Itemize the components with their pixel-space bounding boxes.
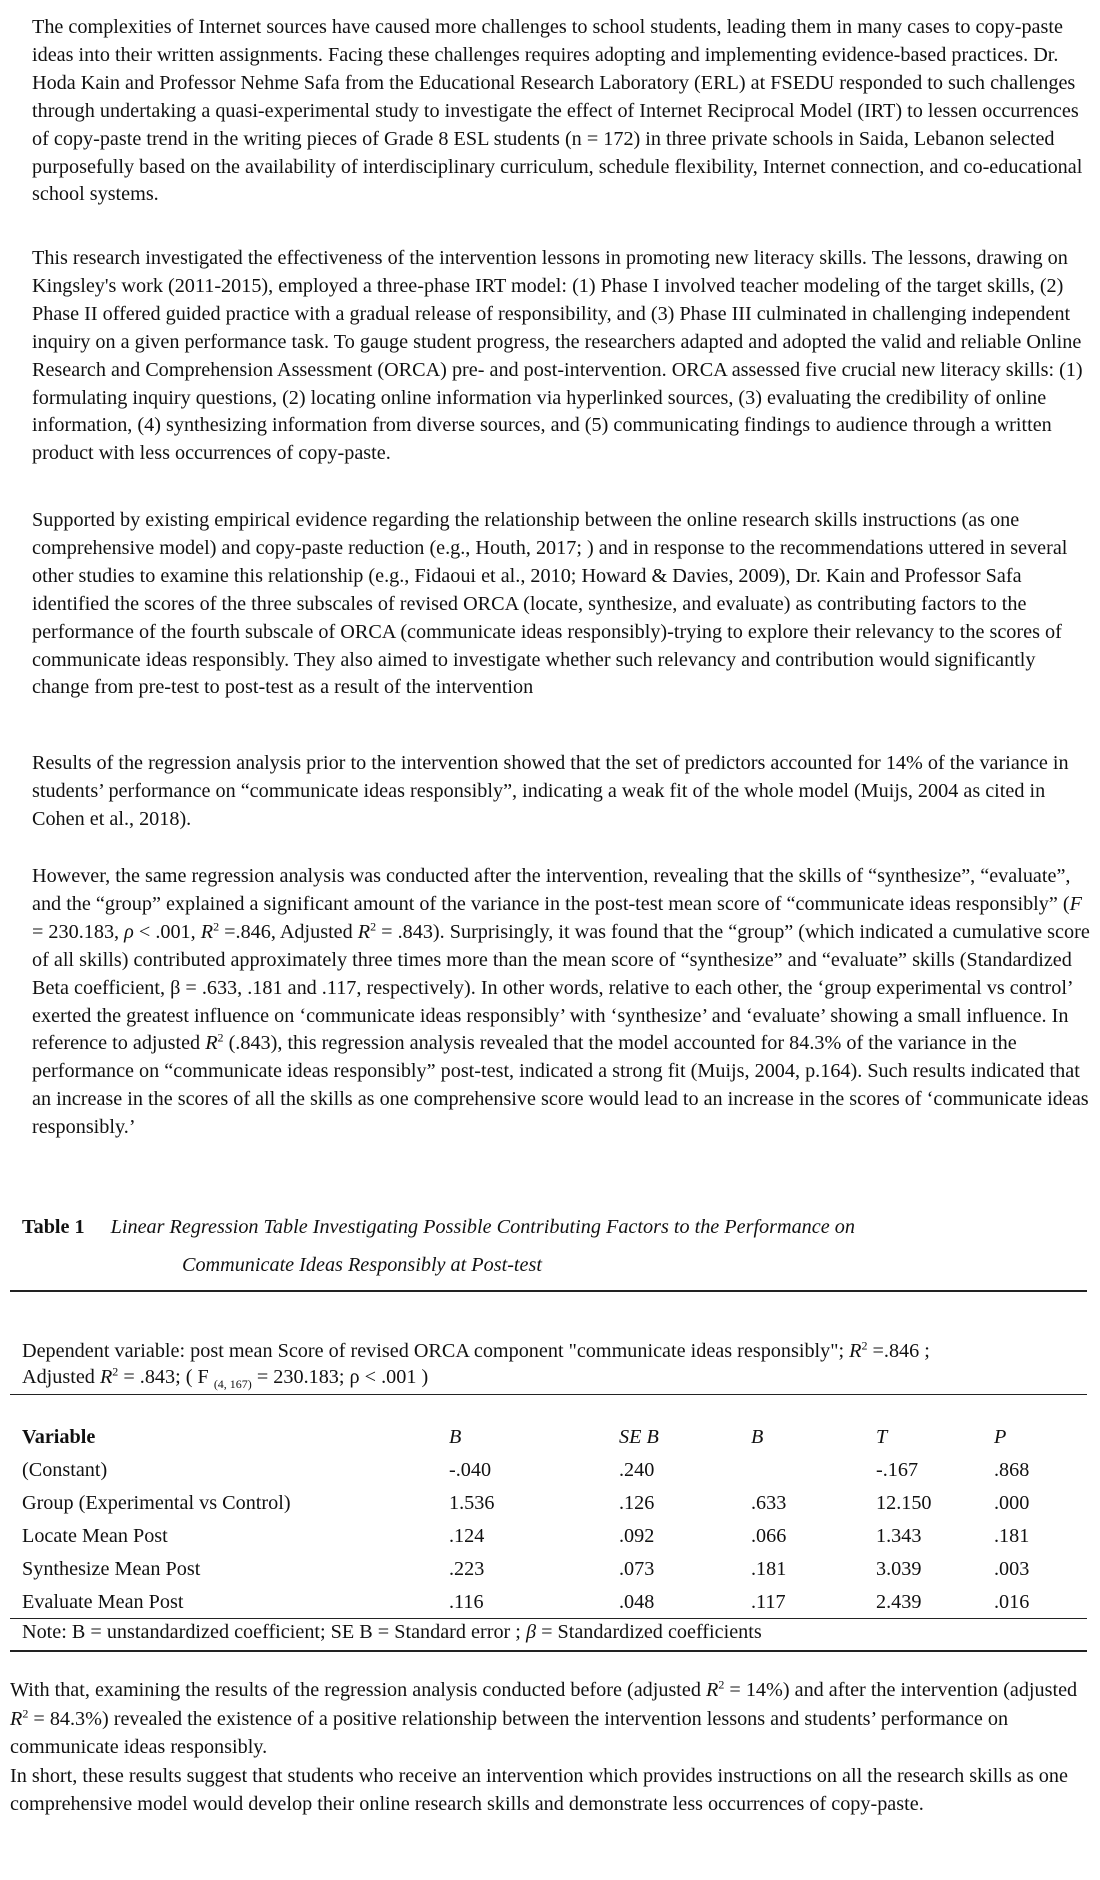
- paragraph-posttest-results: [32, 863, 1090, 1142]
- cell-b: 1.536: [449, 1492, 495, 1514]
- text-run: Dependent variable: post mean Score of revised ORCA component "communicate ideas responsibly";: [22, 1340, 850, 1362]
- text-run: = 14%) and after the intervention (adjusted: [724, 1679, 1078, 1701]
- text-run: = 84.3%) revealed the existence of a positive relationship between the intervention lessons and students’ performance on communicate ideas responsibly.: [10, 1707, 1009, 1758]
- superscript-2: 2: [217, 1030, 224, 1045]
- cell-beta: .066: [751, 1525, 787, 1547]
- cell-variable: Synthesize Mean Post: [22, 1558, 201, 1580]
- cell-p: .016: [994, 1591, 1030, 1613]
- cell-t: 2.439: [876, 1591, 922, 1613]
- stat-R: R: [357, 920, 371, 943]
- col-header-se-b: SE B: [619, 1426, 659, 1448]
- text-run: = 230.183; ρ < .001 ): [251, 1366, 429, 1388]
- regression-table: [22, 1421, 1062, 1619]
- stat-R: R: [200, 920, 214, 943]
- paragraph-intervention: This research investigated the effectiveness of the intervention lessons in promoting new literacy skills. The lessons, drawing on Kingsley's work (2011-2015), employed a three-phase IRT model: (1) Phase I involved teacher modeling of the target skills, (2) Phase II offered guided practice with a gradual release of responsibility, and (3) Phase III culminated in challenging independent inquiry on a given performance task. To gauge student progress, the researchers adapted and adopted the valid and reliable Online Research and Comprehension Assessment (ORCA) pre- and post-intervention. ORCA assessed five crucial new literacy skills: (1) formulating inquiry questions, (2) locating online information via hyperlinked sources, (3) evaluating the credibility of online information, (4) synthesizing information from diverse sources, and (5) communicating findings to audience through a written product with less occurrences of copy-paste.: [32, 247, 1083, 465]
- degrees-of-freedom: (4, 167): [213, 1377, 252, 1392]
- dependent-variable-line: [22, 1338, 1082, 1390]
- table-caption-line1: Linear Regression Table Investigating Possible Contributing Factors to the Performance on: [110, 1216, 855, 1238]
- stat-R: R: [849, 1340, 862, 1362]
- summary-paragraph: In short, these results suggest that students who receive an intervention which provides instructions on all the research skills as one comprehensive model would develop their online research skills and demonstrate less occurrences of copy-paste.: [10, 1764, 1068, 1815]
- cell-se-b: .073: [619, 1558, 655, 1580]
- table-caption-line2: Communicate Ideas Responsibly at Post-test: [182, 1254, 542, 1276]
- table-label: Table 1: [22, 1216, 85, 1238]
- col-header-t: T: [876, 1426, 888, 1448]
- superscript-2: 2: [861, 1338, 868, 1353]
- cell-se-b: .240: [619, 1459, 655, 1481]
- table-row: [22, 1553, 1062, 1586]
- table-header-row: [22, 1421, 1062, 1454]
- cell-b: .124: [449, 1525, 485, 1547]
- cell-variable: Group (Experimental vs Control): [22, 1492, 291, 1514]
- table-bottom-rule: [10, 1650, 1087, 1652]
- superscript-2: 2: [112, 1364, 119, 1379]
- text-run: With that, examining the results of the regression analysis conducted before (adjusted: [10, 1679, 707, 1701]
- cell-t: -.167: [876, 1459, 919, 1481]
- cell-beta: .633: [751, 1492, 787, 1514]
- stat-R: R: [205, 1032, 218, 1055]
- cell-se-b: .126: [619, 1492, 655, 1514]
- cell-p: .868: [994, 1459, 1030, 1481]
- stat-R: R: [706, 1679, 719, 1701]
- text-run: < .001,: [133, 920, 201, 943]
- col-header-beta: Β: [751, 1426, 764, 1448]
- cell-b: .223: [449, 1558, 485, 1580]
- superscript-2: 2: [370, 919, 377, 934]
- paragraph-intro: The complexities of Internet sources have caused more challenges to school students, leading them in many cases to copy-paste ideas into their written assignments. Facing these challenges requires adopting and implementing evidence-based practices. Dr. Hoda Kain and Professor Nehme Safa from the Educational Research Laboratory (ERL) at FSEDU responded to such challenges through undertaking a quasi-experimental study to investigate the effect of Internet Reciprocal Model (IRT) to lessen occurrences of copy-paste trend in the writing pieces of Grade 8 ESL students (n = 172) in three private schools in Saida, Lebanon selected purposefully based on the availability of interdisciplinary curriculum, schedule flexibility, Internet connection, and co-educational school systems.: [32, 16, 1083, 206]
- cell-variable: Locate Mean Post: [22, 1525, 168, 1547]
- text-run: =.846 ;: [867, 1340, 930, 1362]
- cell-variable: Evaluate Mean Post: [22, 1591, 184, 1613]
- stat-F: F: [1069, 892, 1082, 915]
- col-header-p: P: [994, 1426, 1007, 1448]
- text-run: =.846, Adjusted: [219, 920, 358, 943]
- cell-se-b: .092: [619, 1525, 655, 1547]
- text-run: Adjusted: [22, 1366, 100, 1388]
- superscript-2: 2: [213, 919, 220, 934]
- table-row: [22, 1487, 1062, 1520]
- stat-R: R: [10, 1707, 23, 1730]
- cell-beta: .181: [751, 1558, 787, 1580]
- table-note: [22, 1619, 1082, 1645]
- stat-R: R: [99, 1366, 113, 1388]
- cell-p: .181: [994, 1525, 1030, 1547]
- cell-se-b: .048: [619, 1591, 655, 1613]
- text-run: However, the same regression analysis was conducted after the intervention, revealing that the skills of “synthesize”, “evaluate”, and the “group” explained a significant amount of the variance in the post-test mean score of “communicate ideas responsibly” (: [32, 865, 1071, 915]
- col-header-b: B: [449, 1426, 462, 1448]
- table-row: [22, 1520, 1062, 1553]
- table-caption: [22, 1208, 1082, 1284]
- cell-p: .003: [994, 1558, 1030, 1580]
- cell-beta: .117: [751, 1591, 786, 1613]
- table-top-rule: [10, 1290, 1087, 1292]
- text-run: = .843; ( F: [118, 1366, 214, 1388]
- superscript-2: 2: [718, 1677, 725, 1692]
- beta-symbol: β: [525, 1621, 537, 1643]
- table-row: [22, 1454, 1062, 1487]
- text-run: = .843). Surprisingly, it was found that the “group” (which indicated a cumulative score of all skills) contributed approximately three times more than the mean score of “synthesize” and “evaluate” skills (Standardized Beta coefficient, β = .633, .181 and .117, respectively). In other words, relative to each other, the ‘group experimental vs control’ exerted the greatest influence on ‘communicate ideas responsibly’ with ‘synthesize’ and ‘evaluate’ showing a small influence. In reference to adjusted: [32, 920, 1090, 1055]
- cell-variable: (Constant): [22, 1459, 108, 1481]
- cell-b: .116: [449, 1591, 484, 1613]
- col-header-variable: Variable: [22, 1426, 96, 1448]
- closing-section: [10, 1676, 1085, 1819]
- cell-beta: [751, 1454, 876, 1487]
- cell-t: 3.039: [876, 1558, 922, 1580]
- stat-rho: ρ: [124, 920, 134, 943]
- paragraph-pretest-results: Results of the regression analysis prior to the intervention showed that the set of predictors accounted for 14% of the variance in students’ performance on “communicate ideas responsibly”, indicating a weak fit of the whole model (Muijs, 2004 as cited in Cohen et al., 2018).: [32, 752, 1069, 830]
- table-row: [22, 1586, 1062, 1619]
- superscript-2: 2: [22, 1705, 29, 1720]
- cell-t: 1.343: [876, 1525, 922, 1547]
- text-run: (.843), this regression analysis revealed that the model accounted for 84.3% of the variance in the performance on “communicate ideas responsibly” post-test, indicated a strong fit (Muijs, 2004, p.164). Such results indicated that an increase in the scores of all the skills as one comprehensive score would lead to an increase in the scores of ‘communicate ideas responsibly.’: [32, 1032, 1089, 1139]
- closing-paragraph: [10, 1676, 1085, 1762]
- paragraph-predictors: Supported by existing empirical evidence regarding the relationship between the online research skills instructions (as one comprehensive model) and copy-paste reduction (e.g., Houth, 2017; ) and in response to the recommendations uttered in several other studies to examine this relationship (e.g., Fidaoui et al., 2010; Howard & Davies, 2009), Dr. Kain and Professor Safa identified the scores of the three subscales of revised ORCA (locate, synthesize, and evaluate) as contributing factors to the performance of the fourth subscale of ORCA (communicate ideas responsibly)-trying to explore their relevancy to the scores of communicate ideas responsibly. They also aimed to investigate whether such relevancy and contribution would significantly change from pre-test to post-test as a result of the intervention: [32, 509, 1068, 699]
- text-run: Note: B = unstandardized coefficient; SE B = Standard error ;: [22, 1621, 526, 1643]
- text-run: = Standardized coefficients: [536, 1621, 762, 1643]
- cell-t: 12.150: [876, 1492, 932, 1514]
- cell-p: .000: [994, 1492, 1030, 1514]
- cell-b: -.040: [449, 1459, 492, 1481]
- table-header-rule: [10, 1394, 1087, 1395]
- text-run: = 230.183,: [32, 920, 125, 943]
